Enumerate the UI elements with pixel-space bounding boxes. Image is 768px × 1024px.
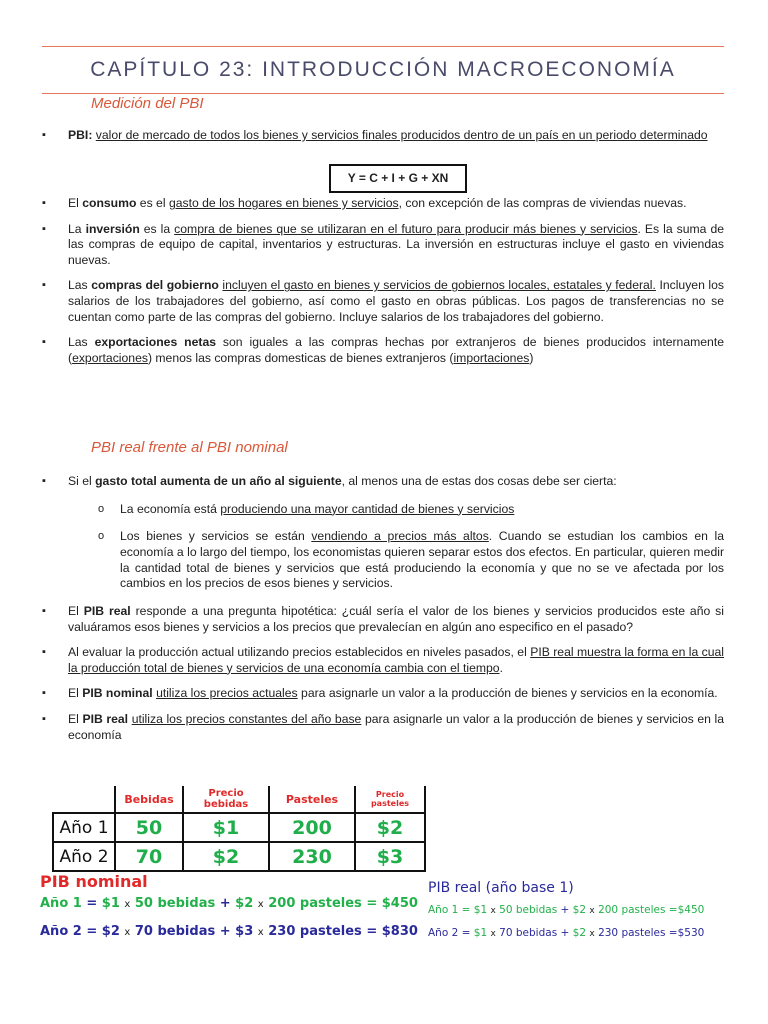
- prices-table: [52, 786, 426, 872]
- pib-nominal-line-1: Año 1 = $1 x 50 bebidas + $2 x 200 pasteles = $450: [40, 896, 418, 911]
- bullet-evaluar: ▪ Al evaluar la producción actual utilizando precios establecidos en niveles pasados, el PIB real muestra la forma en la cual la producción total de bienes y servicios de una economía cambia con el tiempo.: [42, 645, 724, 676]
- bullet-list-3: [42, 474, 724, 743]
- page-title: CAPÍTULO 23: INTRODUCCIÓN MACROECONOMÍA: [90, 58, 676, 81]
- table-row: Año 1 50 $1 200 $2: [53, 813, 425, 842]
- bullet-pib-real: ▪ El PIB real utiliza los precios constantes del año base para asignarle un valor a la producción de bienes y servicios en la economía: [42, 712, 724, 743]
- bullet-list-2: [42, 196, 724, 366]
- bullet-exportaciones: ▪ Las exportaciones netas son iguales a las compras hechas por extranjeros de bienes producidos internamente (exportaciones) menos las compras domesticas de bienes extranjeros (importaciones): [42, 335, 724, 366]
- gdp-equation: Y = C + I + G + XN: [329, 164, 467, 193]
- bullet-list-1: [42, 128, 724, 144]
- bullet-consumo: ▪ El consumo es el gasto de los hogares en bienes y servicios, con excepción de las compras de viviendas nuevas.: [42, 196, 724, 212]
- sub-bullet-precios: o Los bienes y servicios se están vendiendo a precios más altos. Cuando se estudian los cambios en la economía a lo largo del tiempo, los economistas quieren separar estos dos efectos. En particular, quieren medir la cantidad total de bienes y servicios que está produciendo la economía y que no se ve afectada por los cambios en los precios de esos bienes y servicios.: [42, 529, 724, 591]
- table-header-row: [53, 786, 425, 813]
- bullet-gasto: ▪ Si el gasto total aumenta de un año al siguiente, al menos una de estas dos cosas debe ser cierta:: [42, 474, 724, 490]
- bullet-pbi: ▪ PBI: valor de mercado de todos los bienes y servicios finales producidos dentro de un país en un periodo determinado: [42, 128, 724, 144]
- pib-real-line-1: Año 1 = $1 x 50 bebidas + $2 x 200 pasteles =$450: [428, 904, 705, 916]
- title-rule: [42, 93, 724, 94]
- bullet-inversion: ▪ La inversión es la compra de bienes que se utilizaran en el futuro para producir más bienes y servicios. Es la suma de las compras de equipo de capital, inventarios y estructuras. La inversión en estructuras incluye el gasto en viviendas nuevas.: [42, 222, 724, 269]
- pib-nominal-title: PIB nominal: [40, 872, 148, 891]
- pib-real-title: PIB real (año base 1): [428, 880, 574, 896]
- pib-real-line-2: Año 2 = $1 x 70 bebidas + $2 x 230 pasteles =$530: [428, 927, 705, 939]
- header-precio-bebidas: Precio bebidas: [183, 786, 269, 813]
- header-bebidas: Bebidas: [115, 786, 183, 813]
- header-pasteles: Pasteles: [269, 786, 355, 813]
- sub-bullet-produccion: o La economía está produciendo una mayor cantidad de bienes y servicios: [42, 502, 724, 518]
- bullet-pib-real-pregunta: ▪ El PIB real responde a una pregunta hipotética: ¿cuál sería el valor de los bienes y servicios producidos este año si valuáramos esos bienes y servicios a los precios que prevalecían en algún ano especifico en el pasado?: [42, 604, 724, 635]
- bullet-gobierno: ▪ Las compras del gobierno incluyen el gasto en bienes y servicios de gobiernos locales, estatales y federal. Incluyen los salarios de los trabajadores del gobierno, así como el gasto en obras públicas. Los pagos de transferencias no se cuentan como parte de las compras del gobierno. Incluye salarios de los trabajadores del gobierno.: [42, 278, 724, 325]
- section-heading-medicion: Medición del PBI: [91, 95, 204, 112]
- pib-nominal-line-2: Año 2 = $2 x 70 bebidas + $3 x 230 pasteles = $830: [40, 924, 418, 939]
- table-row: Año 2 70 $2 230 $3: [53, 842, 425, 871]
- section-heading-pbi-real: PBI real frente al PBI nominal: [91, 439, 288, 456]
- top-rule: [42, 46, 724, 47]
- header-precio-pasteles: Precio pasteles: [355, 786, 425, 813]
- bullet-pib-nominal: ▪ El PIB nominal utiliza los precios actuales para asignarle un valor a la producción de bienes y servicios en la economía.: [42, 686, 724, 702]
